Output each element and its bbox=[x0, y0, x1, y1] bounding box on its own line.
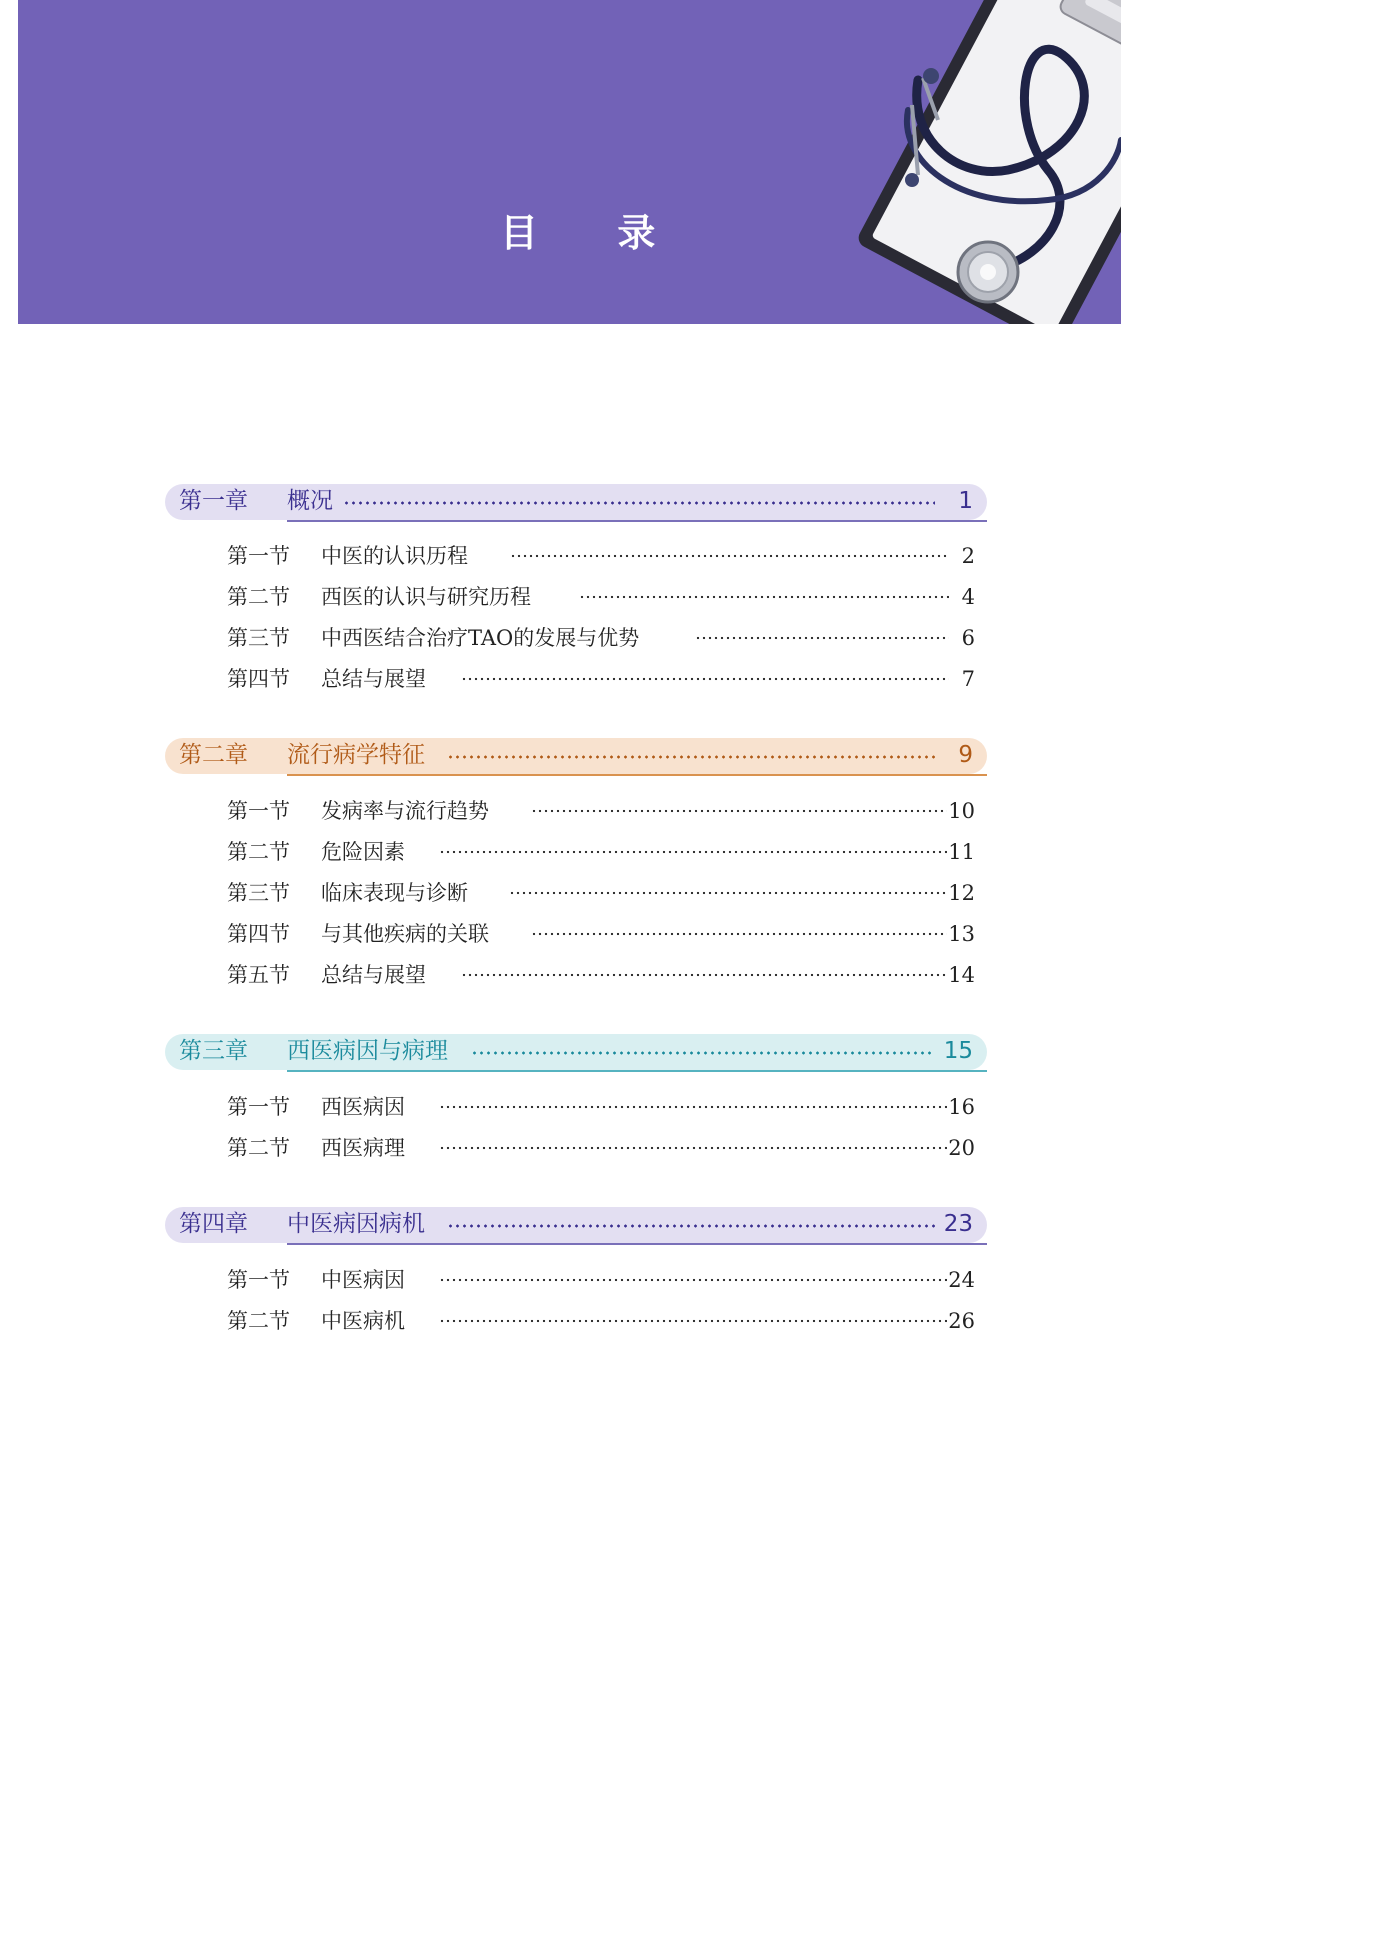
chapter-number: 第四章 bbox=[179, 1211, 248, 1237]
chapter-heading[interactable] bbox=[165, 484, 987, 520]
dot-leader bbox=[439, 1278, 947, 1282]
section-page-number: 13 bbox=[948, 922, 975, 946]
chapter-page-number: 9 bbox=[958, 742, 973, 768]
section-number: 第一节 bbox=[227, 1095, 290, 1119]
section-page-number: 26 bbox=[948, 1309, 975, 1333]
chapter-page-number: 1 bbox=[958, 488, 973, 514]
dot-leader bbox=[439, 1105, 947, 1109]
dot-leader bbox=[531, 932, 947, 936]
dot-leader bbox=[439, 850, 947, 854]
dot-leader bbox=[461, 973, 947, 977]
dot-leader bbox=[531, 809, 947, 813]
section-page-number: 20 bbox=[948, 1136, 975, 1160]
chapter-heading[interactable] bbox=[165, 1207, 987, 1243]
chapter-title: 概况 bbox=[287, 488, 333, 514]
chapter-heading[interactable] bbox=[165, 738, 987, 774]
section-title: 临床表现与诊断 bbox=[321, 881, 468, 905]
section-number: 第三节 bbox=[227, 626, 290, 650]
section-title: 总结与展望 bbox=[321, 667, 426, 691]
dot-leader bbox=[439, 1319, 947, 1323]
dot-leader bbox=[471, 1051, 935, 1055]
section-page-number: 24 bbox=[948, 1268, 975, 1292]
section-title: 中西医结合治疗TAO的发展与优势 bbox=[321, 626, 640, 650]
section-title: 中医的认识历程 bbox=[321, 544, 468, 568]
section-page-number: 11 bbox=[948, 840, 975, 864]
section-title: 危险因素 bbox=[321, 840, 405, 864]
chapter-heading[interactable] bbox=[165, 1034, 987, 1070]
dot-leader bbox=[695, 636, 949, 640]
chapter-title: 流行病学特征 bbox=[287, 742, 425, 768]
section-entry[interactable] bbox=[227, 1133, 975, 1163]
section-page-number: 6 bbox=[961, 626, 975, 650]
chapter-title: 西医病因与病理 bbox=[287, 1038, 448, 1064]
dot-leader bbox=[510, 554, 949, 558]
section-title: 西医的认识与研究历程 bbox=[321, 585, 531, 609]
section-page-number: 7 bbox=[961, 667, 975, 691]
section-number: 第二节 bbox=[227, 1136, 290, 1160]
section-entry[interactable] bbox=[227, 1092, 975, 1122]
section-title: 中医病因 bbox=[321, 1268, 405, 1292]
section-page-number: 10 bbox=[948, 799, 975, 823]
section-number: 第二节 bbox=[227, 840, 290, 864]
chapter-underline bbox=[287, 1070, 987, 1072]
section-entry[interactable] bbox=[227, 541, 975, 571]
section-number: 第五节 bbox=[227, 963, 290, 987]
section-page-number: 14 bbox=[948, 963, 975, 987]
dot-leader bbox=[447, 755, 935, 759]
section-title: 总结与展望 bbox=[321, 963, 426, 987]
section-entry[interactable] bbox=[227, 878, 975, 908]
section-entry[interactable] bbox=[227, 1306, 975, 1336]
section-title: 中医病机 bbox=[321, 1309, 405, 1333]
section-title: 西医病因 bbox=[321, 1095, 405, 1119]
dot-leader bbox=[579, 595, 949, 599]
section-title: 发病率与流行趋势 bbox=[321, 799, 489, 823]
section-number: 第二节 bbox=[227, 1309, 290, 1333]
section-entry[interactable] bbox=[227, 960, 975, 990]
dot-leader bbox=[509, 891, 947, 895]
section-entry[interactable] bbox=[227, 919, 975, 949]
section-entry[interactable] bbox=[227, 837, 975, 867]
section-entry[interactable] bbox=[227, 582, 975, 612]
section-number: 第二节 bbox=[227, 585, 290, 609]
chapter-page-number: 15 bbox=[943, 1038, 973, 1064]
section-number: 第一节 bbox=[227, 799, 290, 823]
section-title: 与其他疾病的关联 bbox=[321, 922, 489, 946]
dot-leader bbox=[343, 501, 935, 505]
chapter-number: 第一章 bbox=[179, 488, 248, 514]
section-number: 第一节 bbox=[227, 544, 290, 568]
section-entry[interactable] bbox=[227, 664, 975, 694]
page-title: 目 录 bbox=[500, 211, 656, 255]
section-number: 第三节 bbox=[227, 881, 290, 905]
chapter-page-number: 23 bbox=[943, 1211, 973, 1237]
chapter-underline bbox=[287, 1243, 987, 1245]
section-number: 第四节 bbox=[227, 667, 290, 691]
chapter-underline bbox=[287, 520, 987, 522]
section-entry[interactable] bbox=[227, 796, 975, 826]
section-page-number: 2 bbox=[961, 544, 975, 568]
chapter-number: 第三章 bbox=[179, 1038, 248, 1064]
section-entry[interactable] bbox=[227, 623, 975, 653]
chapter-underline bbox=[287, 774, 987, 776]
dot-leader bbox=[447, 1224, 935, 1228]
section-page-number: 4 bbox=[961, 585, 975, 609]
section-page-number: 16 bbox=[948, 1095, 975, 1119]
dot-leader bbox=[461, 677, 949, 681]
section-page-number: 12 bbox=[948, 881, 975, 905]
section-number: 第一节 bbox=[227, 1268, 290, 1292]
section-number: 第四节 bbox=[227, 922, 290, 946]
dot-leader bbox=[439, 1146, 947, 1150]
section-title: 西医病理 bbox=[321, 1136, 405, 1160]
chapter-number: 第二章 bbox=[179, 742, 248, 768]
section-entry[interactable] bbox=[227, 1265, 975, 1295]
chapter-title: 中医病因病机 bbox=[287, 1211, 425, 1237]
